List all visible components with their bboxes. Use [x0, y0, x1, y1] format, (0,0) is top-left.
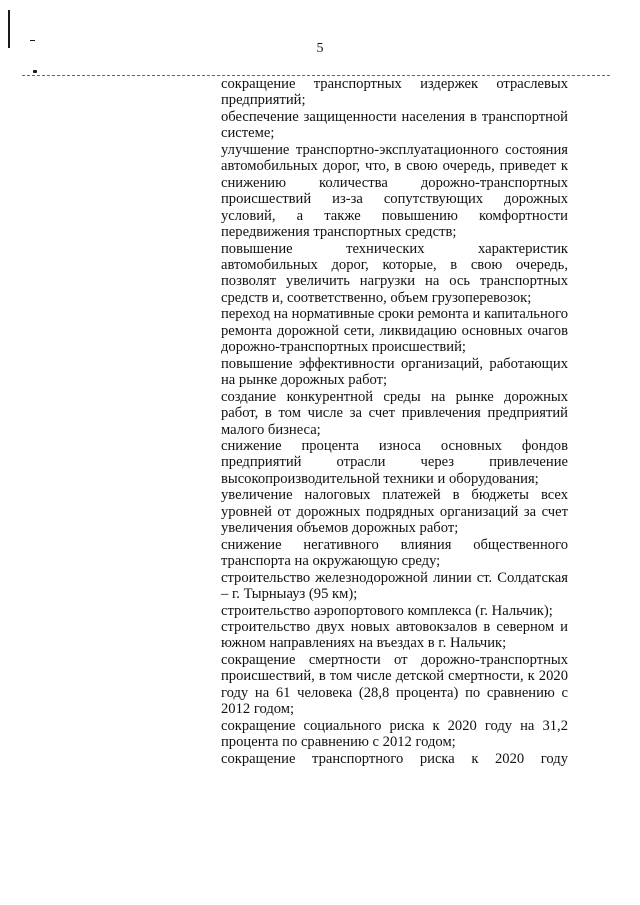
- list-item: повышение технических характеристик автомобильных дорог, которые, в свою очередь, позволят увеличить нагрузки на ось транспортных средств и, соответственно, объем грузоперевозок;: [221, 240, 568, 306]
- page-number: 5: [316, 41, 324, 56]
- list-item: создание конкурентной среды на рынке дорожных работ, в том числе за счет привлечения предприятий малого бизнеса;: [221, 388, 568, 438]
- list-item: улучшение транспортно-эксплуатационного состояния автомобильных дорог, что, в свою очередь, приведет к снижению количества дорожно-транспортных происшествий из-за сопутствующих дорожных условий, а также повышению комфортности передвижения транспортных средств;: [221, 141, 568, 241]
- list-item: строительство двух новых автовокзалов в северном и южном направлениях на въездах в г. Нальчик;: [221, 618, 568, 652]
- list-item: переход на нормативные сроки ремонта и капитального ремонта дорожной сети, ликвидацию основных очагов дорожно-транспортных происшествий;: [221, 306, 568, 356]
- list-item: сокращение транспортных издержек отраслевых предприятий;: [221, 76, 568, 109]
- document-body: [221, 76, 568, 767]
- list-item: снижение процента износа основных фондов предприятий отрасли через привлечение высокопроизводительной техники и оборудования;: [221, 437, 568, 487]
- list-item: сокращение социального риска к 2020 году на 31,2 процента по сравнению с 2012 годом;: [221, 717, 568, 751]
- scan-margin-mark-dot: [33, 70, 37, 73]
- list-item: сокращение смертности от дорожно-транспортных происшествий, в том числе детской смертности, к 2020 году на 61 человека (28,8 процента) по сравнению с 2012 годом;: [221, 651, 568, 718]
- list-item: строительство железнодорожной линии ст. Солдатская – г. Тырныауз (95 км);: [221, 569, 568, 603]
- list-item: строительство аэропортового комплекса (г. Нальчик);: [221, 602, 553, 619]
- list-item: сокращение транспортного риска к 2020 году: [221, 750, 568, 767]
- list-item: обеспечение защищенности населения в транспортной системе;: [221, 108, 568, 142]
- list-item: снижение негативного влияния общественного транспорта на окружающую среду;: [221, 536, 568, 570]
- list-item: увеличение налоговых платежей в бюджеты всех уровней от дорожных подрядных организаций за счет увеличения объемов дорожных работ;: [221, 487, 568, 537]
- list-item: повышение эффективности организаций, работающих на рынке дорожных работ;: [221, 355, 568, 389]
